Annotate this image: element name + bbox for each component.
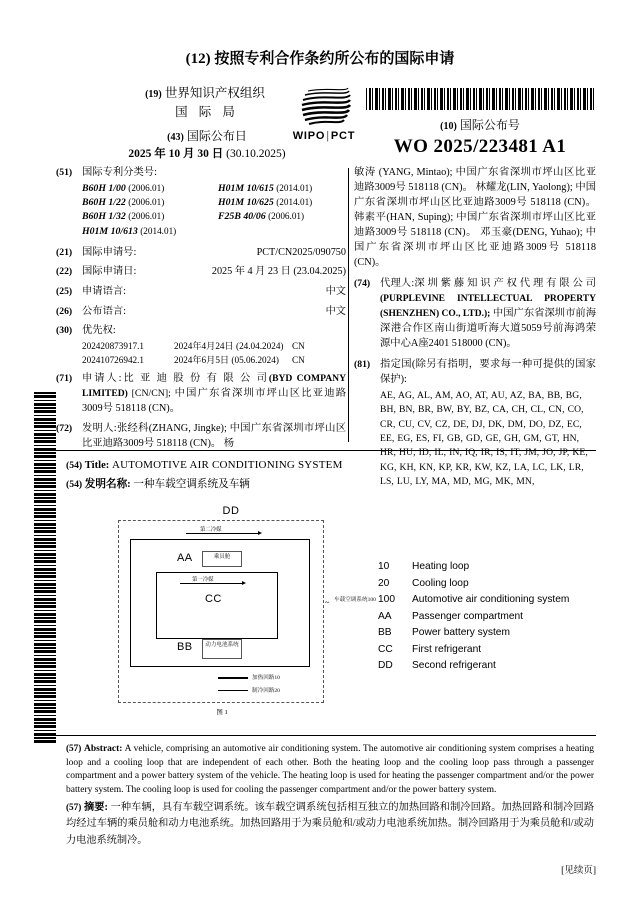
abstract-key-en: Abstract: <box>83 744 123 754</box>
publication-date-code: (43) <box>167 132 184 143</box>
figure-arrow-head-second-refrigerant <box>258 531 262 535</box>
bibliographic-left-column <box>56 166 346 457</box>
figure-side-caption-system: 车载空调系统100 <box>334 597 376 603</box>
legend-value: Heating loop <box>412 561 470 572</box>
legend-key: 10 <box>378 561 390 572</box>
field-application-number-code: (21) <box>56 246 73 258</box>
legend-key: AA <box>378 610 392 622</box>
field-application-date-value: 2025 年 4 月 23 日 (23.04.2025) <box>211 266 346 278</box>
field-priority <box>56 324 346 367</box>
designated-states-list: AE, AG, AL, AM, AO, AT, AU, AZ, BA, BB, BG, BH, BN, BR, BW, BY, BZ, CA, CH, CL, CN, CO, CR, CU, CV, CZ, DE, DJ, DK, DM, DO, DZ, EC, EE, EG, ES, FI, GB, GD, GE, GH, GM, GT, HN, HR, HU, ID, IL, IN, IQ, IR, IS, IT, JM, JO, JP, KE, KG, KH, KN, KP, KR, KW, KZ, LA, LC, LK, LR, LS, LU, LY, MA, MD, MG, MK, MN, <box>380 389 588 488</box>
title-code-en: (54) <box>66 460 83 471</box>
field-application-number-value: PCT/CN2025/090750 <box>256 246 346 258</box>
figure-legend-text-cooling: 制冷回路20 <box>252 688 280 694</box>
priority-number: 202410726942.1 <box>82 355 145 366</box>
legend-key: 20 <box>378 577 390 589</box>
field-publication-language-value: 中文 <box>325 305 346 317</box>
figure-tag-cc: CC <box>205 593 222 605</box>
wipo-logo <box>288 86 360 152</box>
publication-number-code: (10) <box>440 121 457 132</box>
figure-tag-bb: BB <box>177 641 193 653</box>
priority-row <box>82 353 346 367</box>
continued-marker: [见续页] <box>561 866 596 876</box>
abstract-key-cn: 摘要: <box>83 802 108 813</box>
field-application-number <box>56 246 346 261</box>
ipc-version: (2006.01) <box>128 196 165 207</box>
ipc-item <box>82 182 212 196</box>
divider-top <box>56 450 596 451</box>
document-kind-code: (12) <box>185 51 211 67</box>
ipc-version: (2006.01) <box>128 182 165 193</box>
field-publication-language-code: (26) <box>56 305 73 317</box>
document-kind-title: 按照专利合作条约所公布的国际申请 <box>214 51 455 67</box>
abstract-text-cn: 一种车辆，具有车载空调系统。该车载空调系统包括相互独立的加热回路和制冷回路。加热回路和制冷回路均经过车辆的乘员舱和动力电池系统。加热回路用于为乘员舱和/或动力电池系统加热。制冷回路用于为乘员舱和/或动力电池系统制冷。 <box>66 802 595 846</box>
figure-legend-line-cooling <box>218 690 248 691</box>
field-designated-states-code: (81) <box>354 359 371 371</box>
applicant-name-cn: 比 亚 迪 股 份 有 限 公 司 <box>121 373 269 385</box>
ipc-version: (2014.01) <box>276 196 313 207</box>
field-application-date <box>56 265 346 280</box>
abstract-code-cn: (57) <box>66 802 82 812</box>
legend-value: Passenger compartment <box>412 610 523 622</box>
agent-name-en: (PURPLEVINE INTELLECTUAL PROPERTY (SHENZHEN) CO., LTD.); <box>380 294 596 320</box>
applicant-name-en: (BYD COMPANY LIMITED) <box>82 373 346 400</box>
applicant-address: 中国广东省深圳市坪山区比亚迪路3009号 518118 (CN)。 <box>82 388 347 415</box>
organization-name: 世界知识产权组织 <box>164 86 265 100</box>
organization-code: (19) <box>145 89 162 100</box>
priority-number: 202420873917.1 <box>82 340 145 351</box>
ipc-class: B60H 1/32 <box>82 211 126 223</box>
publication-number-block <box>366 116 594 158</box>
ipc-version: (2006.01) <box>268 211 305 222</box>
field-applicant <box>56 372 346 417</box>
legend-row <box>378 658 569 675</box>
publication-number-label: 国际公布号 <box>459 118 520 132</box>
field-application-language-label: 申请语言: <box>82 286 127 298</box>
wipo-globe-icon <box>296 86 352 128</box>
ipc-item <box>82 196 212 210</box>
applicant-country-code: [CN/CN]; <box>131 388 171 400</box>
wipo-logo-separator: | <box>326 130 330 142</box>
priority-date: 2024年4月24日 (24.04.2024) <box>174 340 284 351</box>
publication-date-cn: 2025 年 10 月 30 日 <box>128 147 224 160</box>
field-priority-code: (30) <box>56 325 73 337</box>
side-barcode <box>34 392 56 744</box>
figure-box-power-battery-system: 动力电池系统 <box>202 639 242 659</box>
field-inventors <box>56 422 346 452</box>
field-application-language <box>56 285 346 300</box>
ipc-classification-list <box>82 182 346 239</box>
legend-value: Cooling loop <box>412 577 469 589</box>
publication-number-value: WO 2025/223481 A1 <box>393 136 567 157</box>
ipc-item <box>82 225 212 239</box>
legend-value: Second refrigerant <box>412 660 496 672</box>
divider-bottom <box>56 735 596 736</box>
ipc-item <box>218 196 346 210</box>
figure-leader-tilde: ~ <box>325 598 330 607</box>
inventors-continued: 敏涛 (YANG, Mintao); 中国广东省深圳市坪山区比亚迪路3009号 518118 (CN)。 林耀龙(LIN, Yaolong); 中国广东省深圳市坪山区比亚迪路3009号 518118 (CN)。 韩素平(HAN, Suping); 中国广东省深圳市坪山区比亚迪路3009号 518118 (CN)。 邓玉豪(DENG, Yuhao); 中国广东省深圳市坪山区比亚迪路3009号 518118 (CN)。 <box>354 167 596 268</box>
title-key-cn: 发明名称: <box>84 478 131 490</box>
document-kind-heading <box>0 47 640 68</box>
abstract-english <box>66 742 594 798</box>
reference-numeral-legend <box>378 559 569 675</box>
field-application-date-code: (22) <box>56 266 73 278</box>
pct-wordmark: PCT <box>330 130 356 142</box>
publication-barcode <box>366 88 594 110</box>
field-ipc-code: (51) <box>56 167 73 178</box>
abstract-text-en: A vehicle, comprising an automotive air conditioning system. The automotive air conditioning system comprises a heating loop and a cooling loop that are independent of each other. Both the heating loop and the cooling loop pass through a passenger compartment and a power battery system of the vehicle. The heating loop is used for heating the passenger compartment and/or the power battery system. The cooling loop is used for cooling the passenger compartment and/or the power battery system. <box>66 744 595 796</box>
field-publication-language-label: 公布语言: <box>82 305 127 317</box>
title-row-en <box>66 457 586 474</box>
field-agent-code: (74) <box>354 278 371 290</box>
bibliographic-right-column <box>354 166 596 495</box>
figure-legend-text-heating: 加热回路10 <box>252 675 280 681</box>
legend-row <box>378 559 569 576</box>
legend-value: Automotive air conditioning system <box>412 594 570 606</box>
ipc-version: (2014.01) <box>140 225 177 236</box>
title-value-cn: 一种车载空调系统及车辆 <box>133 478 250 490</box>
legend-value: First refrigerant <box>412 643 482 655</box>
field-application-language-value: 中文 <box>325 286 346 298</box>
wipo-wordmark: WIPO <box>292 130 326 142</box>
legend-row <box>378 625 569 642</box>
legend-key: DD <box>378 660 393 672</box>
figure-arrow-head-first-refrigerant <box>242 581 246 585</box>
abstract-chinese <box>66 800 594 849</box>
field-ipc <box>56 166 346 239</box>
legend-key: CC <box>378 643 393 655</box>
priority-row <box>82 339 346 353</box>
priority-country: CN <box>292 340 305 351</box>
ipc-item <box>218 182 346 196</box>
field-agent-label: 代理人: <box>380 278 415 290</box>
ipc-item <box>82 210 212 224</box>
publication-date-iso: (30.10.2025) <box>226 147 286 160</box>
abstract-code-en: (57) <box>66 743 82 753</box>
field-applicant-code: (71) <box>56 373 73 385</box>
figure-caption-second-refrigerant: 第二冷媒 <box>200 527 222 533</box>
field-inventors-label: 发明人: <box>82 423 117 435</box>
field-priority-label: 优先权: <box>82 325 116 337</box>
field-application-number-label: 国际申请号: <box>82 246 137 258</box>
ipc-version: (2006.01) <box>128 211 165 222</box>
ipc-class: B60H 1/00 <box>82 182 126 194</box>
legend-row <box>378 609 569 626</box>
ipc-class: H01M 10/615 <box>218 182 274 194</box>
field-inventors-code: (72) <box>56 423 73 435</box>
field-application-language-code: (25) <box>56 286 73 298</box>
field-application-date-label: 国际申请日: <box>82 266 137 278</box>
legend-key: 100 <box>378 594 395 606</box>
field-publication-language <box>56 305 346 320</box>
organization-bureau: 国 际 局 <box>175 104 239 119</box>
figure-arrow-line-first-refrigerant <box>180 583 242 584</box>
priority-country: CN <box>292 355 305 366</box>
title-section <box>66 457 586 496</box>
figure-arrow-line-second-refrigerant <box>186 533 258 534</box>
priority-date: 2024年6月5日 (05.06.2024) <box>174 355 279 366</box>
patent-figure <box>116 505 376 727</box>
organization-block <box>130 84 280 121</box>
legend-key: BB <box>378 627 392 639</box>
title-code-cn: (54) <box>66 478 83 490</box>
title-key-en: Title: <box>84 460 110 471</box>
figure-caption: 图 1 <box>216 709 228 716</box>
title-value-en: AUTOMOTIVE AIR CONDITIONING SYSTEM <box>111 459 343 471</box>
ipc-item <box>218 210 346 224</box>
figure-caption-first-refrigerant: 第一冷媒 <box>192 577 214 583</box>
legend-row <box>378 576 569 593</box>
designated-states-label: 指定国(除另有指明，要求每一种可提供的国家保护): <box>380 359 596 385</box>
inventors-text-left: 张经科(ZHANG, Jingke); 中国广东省深圳市坪山区比亚迪路3009号 518118 (CN)。 杨 <box>82 423 346 450</box>
publication-date-block <box>122 128 292 162</box>
ipc-class: H01M 10/613 <box>82 225 138 237</box>
field-applicant-label: 申请人: <box>82 373 122 385</box>
figure-legend-line-heating <box>218 677 248 679</box>
publication-date-label: 国际公布日 <box>186 129 247 143</box>
column-divider <box>348 168 349 442</box>
figure-label-dd: DD <box>222 505 240 517</box>
legend-value: Power battery system <box>412 627 510 639</box>
title-row-cn <box>66 477 586 493</box>
legend-row <box>378 592 569 609</box>
figure-tag-aa: AA <box>177 552 193 564</box>
field-ipc-label: 国际专利分类号: <box>82 167 157 178</box>
figure-box-passenger-compartment: 乘员舱 <box>202 551 242 567</box>
ipc-item-empty <box>218 225 346 239</box>
ipc-class: H01M 10/625 <box>218 196 274 208</box>
ipc-version: (2014.01) <box>276 182 313 193</box>
field-agent <box>354 277 596 352</box>
agent-address: 中国广东省深圳市前海深港合作区南山街道听海大道5059号前海鸿荣源中心A座2401 518000 (CN)。 <box>380 308 597 350</box>
ipc-class: F25B 40/06 <box>218 211 266 223</box>
ipc-class: B60H 1/22 <box>82 196 126 208</box>
agent-name-cn: 深 圳 紫 藤 知 识 产 权 代 理 有 限 公 司 <box>414 278 596 290</box>
legend-row <box>378 642 569 659</box>
